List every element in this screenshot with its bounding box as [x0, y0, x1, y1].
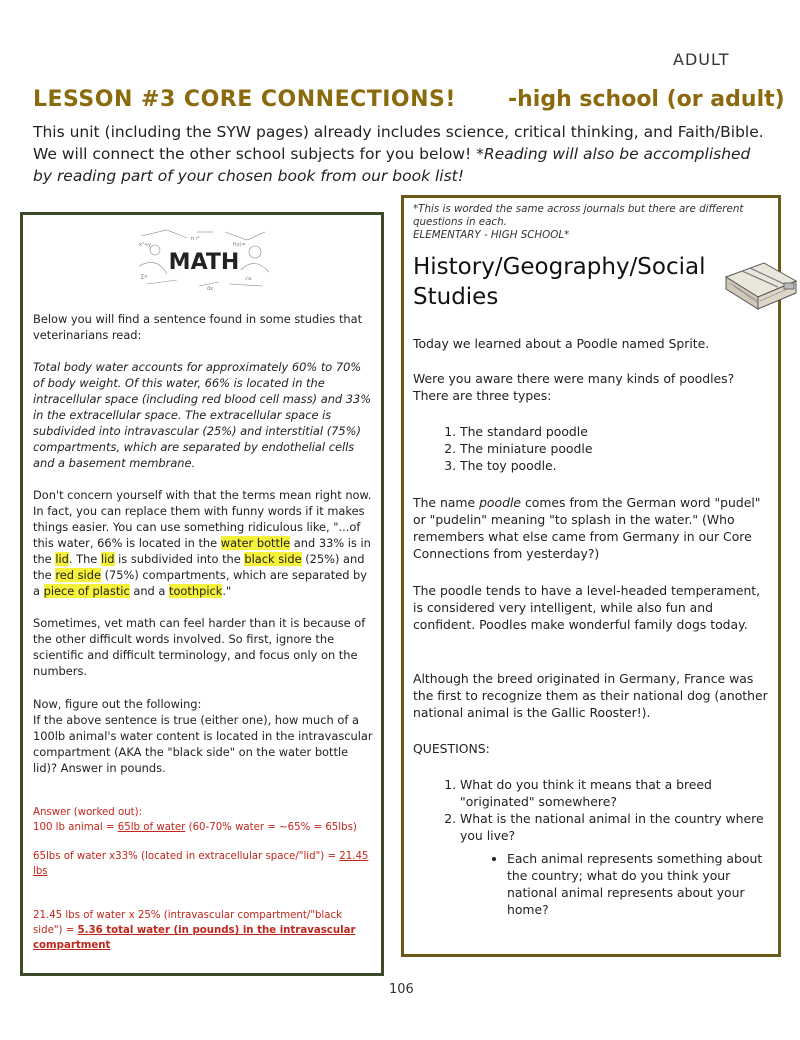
history-paragraph-1: Today we learned about a Poodle named Sprite.: [413, 336, 710, 351]
list-item: 1. The standard poodle: [460, 423, 800, 440]
math-illustration: [137, 226, 271, 292]
list-item: 2. What is the national animal in the country where you live?: [460, 810, 780, 844]
lesson-subtitle: -high school (or adult): [508, 87, 785, 112]
old-book-icon: [720, 255, 800, 317]
math-paragraph-hint: Sometimes, vet math can feel harder than it is because of the other difficult words involved. So first, ignore the scientific and difficult terminology, and focus only on the numbers.: [33, 616, 366, 678]
highlight-toothpick: toothpick: [169, 584, 223, 598]
questions-label: QUESTIONS:: [413, 741, 490, 756]
lesson-title: LESSON #3 CORE CONNECTIONS!: [33, 87, 456, 112]
svg-text:x²+y: x²+y: [139, 242, 152, 248]
highlight-red-side: red side: [55, 568, 101, 582]
math-quote: Total body water accounts for approximately 60% to 70% of body weight. Of this water, 66% is located in the intracellular space (including red blood cell mass) and 33% in the extracellular space. The extracellular space is subdivided into intravascular (25%) and interstitial (75%) compartments, which are separated by endothelial cells and a basement membrane.: [33, 360, 372, 470]
answer-label: Answer (worked out):: [33, 807, 143, 818]
highlight-water-bottle: water bottle: [220, 536, 291, 550]
grade-level-tag: ADULT: [673, 50, 730, 69]
math-question: Now, figure out the following: If the above sentence is true (either one), how much of a 100lb animal's water content is located in the intravascular compartment (AKA the "black side" on the water bottle lid)? Answer in pounds.: [33, 697, 373, 775]
math-intro: Below you will find a sentence found in some studies that veterinarians read:: [33, 312, 363, 342]
questions-list: [413, 776, 780, 844]
highlight-lid: lid: [100, 552, 115, 566]
history-paragraph-4: The poodle tends to have a level-headed temperament, is considered very intelligent, while also fun and confident. Poodles make wonderful family dogs today.: [413, 583, 761, 632]
svg-text:f(x)=: f(x)=: [233, 242, 246, 248]
journal-note: *This is worded the same across journals but there are different questions in each. ELEMENTARY - HIGH SCHOOL*: [413, 203, 744, 241]
questions-sublist: [413, 850, 777, 918]
list-item: 1. What do you think it means that a breed "originated" somewhere?: [460, 776, 780, 810]
page-number: 106: [389, 982, 414, 997]
answer-step-1: 100 lb animal = 65lb of water (60-70% water = ~65% = 65lbs): [33, 822, 357, 833]
intro-paragraph: This unit (including the SYW pages) already includes science, critical thinking, and Faith/Bible. We will connect the other school subjects for you below! *Reading will also be accomplished by reading part of your chosen book from our book list!: [33, 123, 764, 185]
history-paragraph-2: Were you aware there were many kinds of poodles? There are three types:: [413, 371, 735, 403]
math-paragraph-example: Don't concern yourself with that the terms mean right now. In fact, you can replace them with funny words if it makes things easier. You can use something ridiculous like, "...of this water, 66% is located in the water bottle and 33% is in the lid. The lid is subdivided into the black side (25%) and the red side (75%) compartments, which are separated by a piece of plastic and a toothpick.": [33, 488, 372, 598]
svg-text:π r²: π r²: [191, 236, 200, 242]
history-paragraph-3: The name poodle comes from the German word "pudel" or "pudelin" meaning "to splash in the water." (Who remembers what else came from Germany in our Core Connections from yesterday?): [413, 495, 761, 561]
history-paragraph-5: Although the breed originated in Germany, France was the first to recognize them as their national dog (another national animal is the Gallic Rooster!).: [413, 671, 768, 720]
highlight-black-side: black side: [244, 552, 302, 566]
history-heading: History/Geography/Social Studies: [413, 254, 706, 310]
svg-text:dx: dx: [207, 286, 214, 292]
svg-text:∑n: ∑n: [141, 274, 148, 280]
highlight-lid: lid: [55, 552, 69, 566]
list-item: 2. The miniature poodle: [460, 440, 800, 457]
answer-step-2: 65lbs of water x33% (located in extracellular space/"lid") = 21.45 lbs: [33, 851, 369, 877]
highlight-piece-of-plastic: piece of plastic: [43, 584, 130, 598]
answer-block: [33, 805, 373, 953]
answer-step-3: 21.45 lbs of water x 25% (intravascular compartment/"black side") = 5.36 total water (in pounds) in the intravascular compartment: [33, 910, 356, 951]
list-item: 3. The toy poodle.: [460, 457, 800, 474]
list-item: • Each animal represents something about the country; what do you think your national animal represents about your home?: [507, 850, 777, 918]
math-image-word: MATH: [168, 250, 240, 275]
poodle-types-list: [413, 423, 800, 474]
svg-text:√a: √a: [245, 276, 252, 282]
